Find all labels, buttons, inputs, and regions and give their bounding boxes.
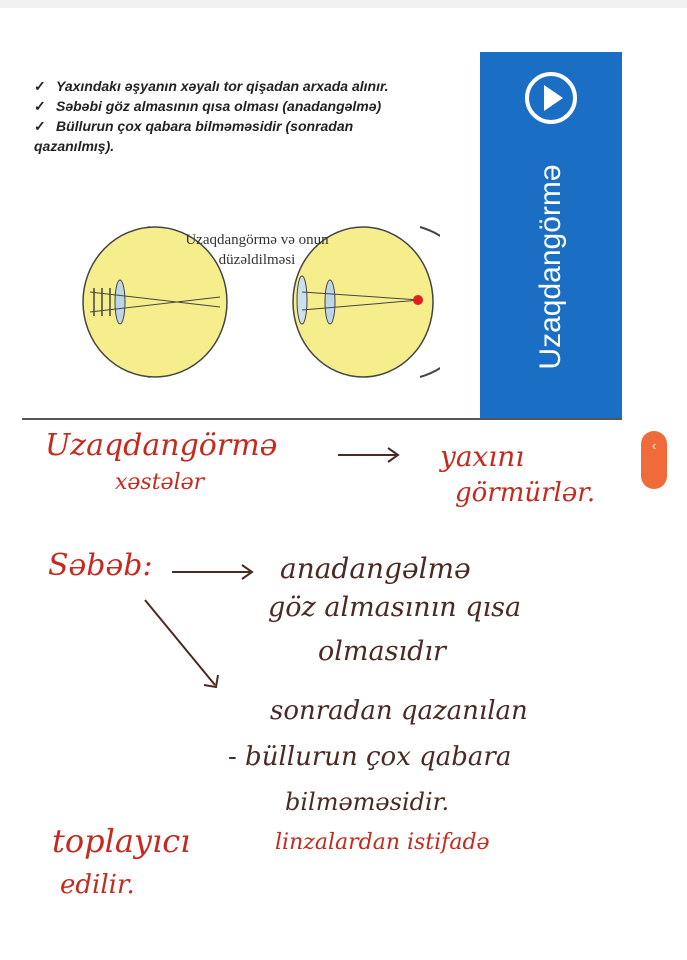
- diagram-title-line2: düzəldilməsi: [218, 252, 296, 268]
- bullet-item: [34, 136, 474, 156]
- note-line9: edilir.: [60, 870, 135, 900]
- bullet-text: qazanılmış).: [34, 138, 115, 154]
- check-icon: ✓: [34, 118, 46, 134]
- scroll-button[interactable]: [641, 431, 667, 489]
- note-line1-left: Uzaqdangörmə: [45, 428, 278, 463]
- sidebar-title: Uzaqdangörmə: [534, 164, 567, 370]
- note-line8-left: toplayıcı: [52, 822, 191, 860]
- note-line5: sonradan qazanılan: [270, 696, 528, 726]
- diagram-title: [172, 230, 342, 270]
- check-icon: ✓: [34, 98, 46, 114]
- slide-sidebar: [480, 52, 622, 418]
- note-line7: bilməməsidir.: [285, 788, 450, 816]
- diagram-title-line1: Uzaqdangörmə və onun: [185, 232, 329, 248]
- bullet-text: Səbəbi göz almasının qısa olması (anadangəlmə): [56, 98, 382, 114]
- note-line6: - büllurun çox qabara: [228, 742, 512, 772]
- note-reason-label: Səbəb:: [48, 548, 153, 583]
- note-line1-right2: görmürlər.: [455, 478, 596, 508]
- top-bar: [0, 0, 687, 8]
- note-line4: olmasıdır: [318, 636, 446, 667]
- play-circle-icon: [523, 70, 579, 126]
- slide-image: [22, 52, 622, 420]
- bullet-text: Yaxındakı əşyanın xəyalı tor qişadan arxada alınır.: [56, 78, 389, 94]
- bullet-text: Büllurun çox qabara bilməməsidir (sonradan: [56, 118, 354, 134]
- chevron-up-icon[interactable]: ‹: [651, 438, 657, 453]
- bullet-item: [34, 96, 474, 116]
- note-line8-mid: linzalardan istifadə: [275, 830, 490, 855]
- note-line1-right: yaxını: [440, 440, 525, 473]
- bullet-item: [34, 76, 474, 96]
- arrow-icon: [140, 595, 230, 695]
- bullet-list: [34, 76, 474, 156]
- check-icon: ✓: [34, 78, 46, 94]
- arrow-icon: [170, 562, 260, 582]
- note-line2-right: anadangəlmə: [280, 552, 471, 585]
- note-line1-left2: xəstələr: [115, 470, 205, 495]
- note-line3: göz almasının qısa: [268, 592, 522, 623]
- arrow-icon: [336, 445, 406, 465]
- bullet-item: [34, 116, 474, 136]
